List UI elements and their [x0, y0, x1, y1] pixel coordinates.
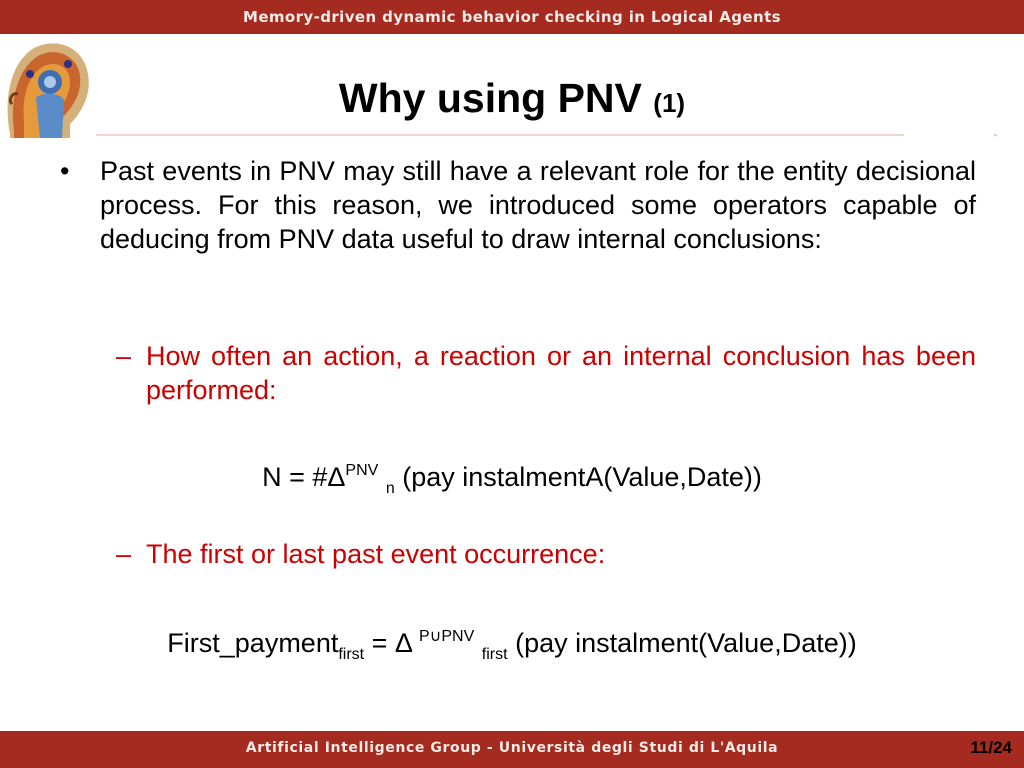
- formula2-lhs: First_payment: [167, 628, 339, 658]
- sub-point-1: How often an action, a reaction or an internal conclusion has been performed:: [146, 341, 976, 405]
- bullet-marker: •: [60, 156, 70, 186]
- dash-marker-1: –: [116, 341, 132, 371]
- dash-marker-2: –: [116, 539, 132, 569]
- sub-point-2: The first or last past event occurrence:: [146, 539, 606, 569]
- formula1-sup: PNV: [345, 462, 379, 479]
- formula2-sub-a: first: [338, 646, 365, 663]
- page-number: 11/24: [970, 738, 1012, 757]
- formula2-rhs: (pay instalment(Value,Date)): [515, 628, 857, 658]
- formula1-rhs: (pay instalmentA(Value,Date)): [402, 462, 762, 492]
- formula2-sub-b: first: [481, 646, 508, 663]
- title-text: Why using PNV: [338, 75, 642, 121]
- formula-first: [0, 620, 1024, 672]
- header-banner: Memory-driven dynamic behavior checking in Logical Agents: [0, 0, 1024, 34]
- footer-text: Artificial Intelligence Group - Università degli Studi di L'Aquila: [245, 740, 779, 756]
- formula1-lhs: N = #Δ: [262, 462, 346, 492]
- title-number: (1): [653, 88, 686, 118]
- formula-count: [0, 454, 1024, 506]
- formula2-sup: P∪PNV: [418, 628, 475, 645]
- main-paragraph: Past events in PNV may still have a relevant role for the entity decisional process. For this reason, we introduced some operators capable of deducing from PNV data useful to draw internal conclusions:: [100, 156, 976, 254]
- formula2-mid: = Δ: [371, 628, 412, 658]
- formula1-sub: n: [385, 480, 395, 497]
